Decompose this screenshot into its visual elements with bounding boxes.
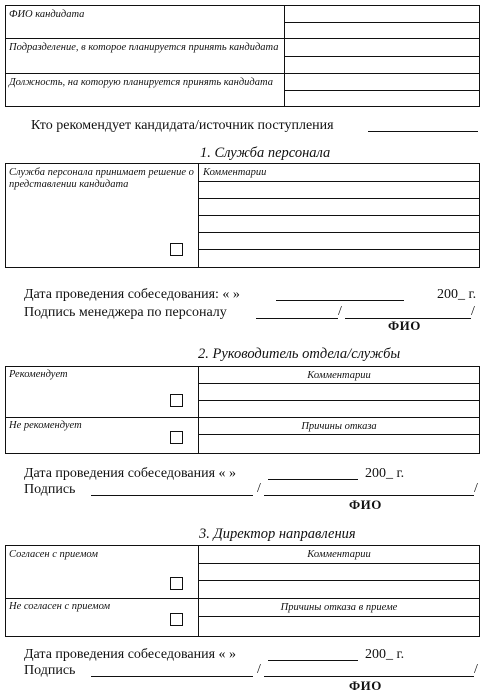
s1-date-input-line[interactable]	[276, 300, 404, 301]
s3-signature-input-line[interactable]	[91, 676, 253, 677]
answer-line	[284, 90, 480, 91]
separator-slash: /	[474, 662, 478, 677]
answer-line	[284, 56, 480, 57]
s3-fio-caption: ФИО	[349, 678, 382, 693]
section-1-title: 1. Служба персонала	[200, 145, 331, 161]
separator-slash: /	[338, 304, 342, 319]
comment-line	[198, 249, 480, 250]
separator-slash: /	[257, 662, 261, 677]
s2-signature-input-line[interactable]	[91, 495, 253, 496]
comment-line	[198, 198, 480, 199]
disagrees-option-label: Не согласен с приемом	[9, 601, 111, 612]
comment-line	[198, 232, 480, 233]
comment-line	[198, 563, 480, 564]
s3-year-label: 200_ г.	[365, 647, 405, 662]
s2-fio-input-line[interactable]	[264, 495, 474, 496]
s2-fio-caption: ФИО	[349, 497, 382, 512]
s2-year-label: 200_ г.	[365, 466, 405, 481]
director-reasons-label: Причины отказа в приеме	[280, 602, 398, 613]
reason-line	[198, 434, 480, 435]
hr-decision-checkbox[interactable]	[170, 243, 183, 256]
row-separator	[5, 38, 480, 39]
s3-date-input-line[interactable]	[268, 660, 358, 661]
head-reasons-label: Причины отказа	[301, 421, 377, 432]
separator-slash: /	[257, 481, 261, 496]
s2-date-input-line[interactable]	[268, 479, 358, 480]
comment-line	[198, 215, 480, 216]
agrees-checkbox[interactable]	[170, 577, 183, 590]
s3-signature-label: Подпись	[24, 663, 76, 678]
disagrees-checkbox[interactable]	[170, 613, 183, 626]
row-separator	[5, 73, 480, 74]
s1-signature-label: Подпись менеджера по персоналу	[24, 305, 227, 320]
comment-line	[198, 383, 480, 384]
comment-line	[198, 580, 480, 581]
recommender-label: Кто рекомендует кандидата/источник поступления	[31, 118, 334, 133]
separator-slash: /	[471, 304, 475, 319]
recommends-checkbox[interactable]	[170, 394, 183, 407]
director-comments-label: Комментарии	[307, 549, 371, 560]
s1-interview-date-label: Дата проведения собеседования: « »	[24, 287, 240, 302]
candidate-name-label: ФИО кандидата	[9, 9, 85, 20]
director-row-separator	[5, 598, 480, 599]
section-2-title: 2. Руководитель отдела/службы	[198, 346, 401, 362]
comment-line	[198, 400, 480, 401]
hr-comments-label: Комментарии	[203, 167, 267, 178]
hr-decision-label: Служба персонала принимает решение о представлении кандидата	[9, 167, 194, 190]
position-label: Должность, на которую планируется принять кандидата	[9, 77, 273, 88]
s1-fio-caption: ФИО	[388, 318, 421, 333]
s1-year-label: 200_ г.	[437, 287, 477, 302]
head-row-separator	[5, 417, 480, 418]
recommends-option-label: Рекомендует	[9, 369, 68, 380]
comment-line	[198, 181, 480, 182]
s2-signature-label: Подпись	[24, 482, 76, 497]
department-label: Подразделение, в которое планируется принять кандидата	[9, 42, 279, 53]
answer-line	[284, 22, 480, 23]
reason-line	[198, 616, 480, 617]
not-recommends-option-label: Не рекомендует	[9, 420, 82, 431]
separator-slash: /	[474, 481, 478, 496]
not-recommends-checkbox[interactable]	[170, 431, 183, 444]
s1-signature-input-line[interactable]	[256, 318, 338, 319]
s3-interview-date-label: Дата проведения собеседования « »	[24, 647, 237, 662]
s3-fio-input-line[interactable]	[264, 676, 474, 677]
s2-interview-date-label: Дата проведения собеседования « »	[24, 466, 237, 481]
recommender-input-line[interactable]	[368, 131, 478, 132]
head-comments-label: Комментарии	[307, 370, 371, 381]
section-3-title: 3. Директор направления	[199, 526, 356, 542]
agrees-option-label: Согласен с приемом	[9, 549, 98, 560]
